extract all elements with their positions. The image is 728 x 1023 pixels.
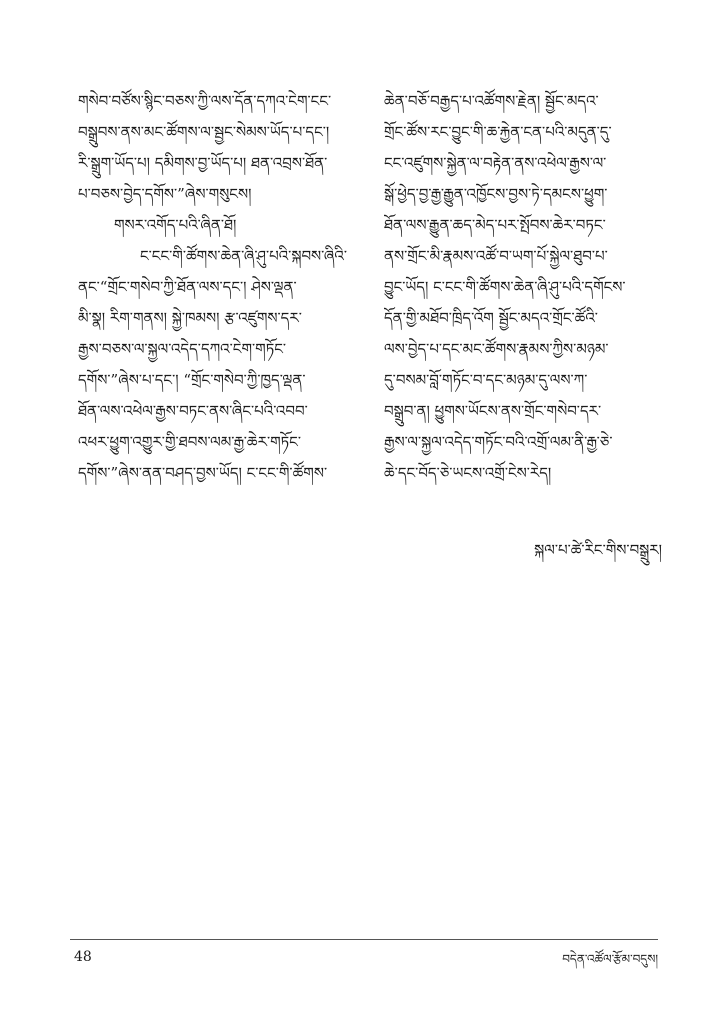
text-line: ཐོན་ལས་རྒྱུན་ཆད་མེད་པར་སྤོབས་ཆེར་བཏང་	[384, 216, 606, 234]
text-line: གསེབ་བཙོས་སྙིང་བཅས་ཀྱི་ལས་དོན་དཀའ་ངེག་ངང་	[78, 92, 332, 110]
text-line: རི་སྒྲུག་ཡོད་པ། དམིགས་བྱ་ཡོད་པ། ཐན་འབྲས་ཐོན་	[78, 154, 328, 172]
text-line: འཕར་ཕྱུག་འགྱུར་གྱི་ཐབས་ལམ་རྒྱ་ཆེར་གཏོང་	[78, 433, 301, 451]
text-line: ཆེ་དང་བོད་ཅེ་ཡངས་འགྲོ་ངེས་རེད།	[384, 464, 552, 482]
footer-divider	[70, 939, 658, 940]
text-line: རྒྱས་བཅས་ལ་སྐྱལ་འདེད་དཀའ་ངེག་གཏོང་	[78, 340, 287, 358]
text-line: མི་སྣ། རིག་གནས། སྐྱེ་ཁམས། རྩ་འཛུགས་དར་	[78, 309, 302, 327]
text-line: ལས་བྱེད་པ་དང་མང་ཚོགས་རྣམས་ཀྱིས་མཉམ་	[384, 340, 609, 358]
text-line: བསྒྲུབ་ན། ཕྱུགས་ཡོངས་ནས་གྲོང་གསེབ་དར་	[384, 402, 602, 420]
author-signature: སྐལ་པ་ཚེ་རིང་གིས་བསྒྲུར།	[534, 541, 662, 559]
section-heading: གསར་འགོད་པའི་ཞིན་ཐོ།	[114, 216, 237, 234]
text-line: དོན་གྱི་མཐོབ་ཁྲིད་འོག སྦྱོང་མདའ་གྲོང་ཚོའི་	[384, 309, 598, 327]
text-line: ང་ངང་གི་ཚོགས་ཆེན་ཞི་ཤུ་པའི་སྐབས་ཞིའི་	[140, 247, 347, 265]
text-line: ངང་འཛུགས་སྐྱེན་ལ་བརྟེན་ནས་འཕེལ་རྒྱས་ལ་	[384, 154, 607, 172]
text-line: བྱུང་ཡོད། ང་ངང་གི་ཚོགས་ཆེན་ཞི་ཤུ་པའི་དགོངས་	[384, 278, 626, 296]
right-column	[384, 86, 662, 489]
page-number: 48	[74, 949, 92, 965]
text-line: ནས་གྲོང་མི་རྣམས་འཚོ་བ་ཡག་པོ་སྐྱེལ་ཐུབ་པ་	[384, 247, 608, 265]
text-line: དུ་བསམ་བློ་གཏོང་བ་དང་མཉམ་དུ་ལས་ཀ་	[384, 371, 588, 389]
text-line: དགོས་”ཞེས་ནན་བཤད་བྱས་ཡོད། ང་ངང་གི་ཚོགས་	[78, 464, 328, 482]
text-line: བསྒྲུབས་ནས་མང་ཚོགས་ལ་སྦྱང་སེམས་ཡོད་པ་དང་།	[78, 123, 330, 141]
text-line: རྒྱས་ལ་སྐྱལ་འདེད་གཏོང་བའི་འགྲོ་ལམ་ནི་རྒྱ་ཅེ་	[384, 433, 613, 451]
text-line: དགོས་”ཞེས་པ་དང་། “གྲོང་གསེབ་ཀྱི་ཁྱད་ལྡན་	[78, 371, 306, 389]
text-line: ཆེན་བཅོ་བརྒྱད་པ་འཚོགས་རྗེན། སྦྱོང་མདའ་	[384, 92, 599, 110]
running-footer-title: བདེན་འཚོལ་རྩོམ་བདུས།	[562, 952, 658, 966]
text-line: ནང་“གྲོང་གསེབ་ཀྱི་ཐོན་ལས་དང་། ཤེས་ལྡན་	[78, 278, 297, 296]
text-line: ཐོན་ལས་འཕེལ་རྒྱས་བཏང་ནས་ཞིང་པའི་འབབ་	[78, 402, 308, 420]
text-line: གྲོང་ཚོས་རང་བྱུང་གི་ཆ་རྐྱེན་ངན་པའི་མདུན་དུ་	[384, 123, 612, 141]
text-line: པ་བཅས་བྱེད་དགོས་”ཞེས་གསུངས།	[78, 185, 252, 203]
text-line: སྒོ་ཕྱེད་བྱ་རྒྱ་རྒྱུན་འཁྱོངས་བྱས་ཏེ་དམངས་ཕྱུག་	[384, 185, 608, 203]
left-column	[78, 86, 354, 489]
